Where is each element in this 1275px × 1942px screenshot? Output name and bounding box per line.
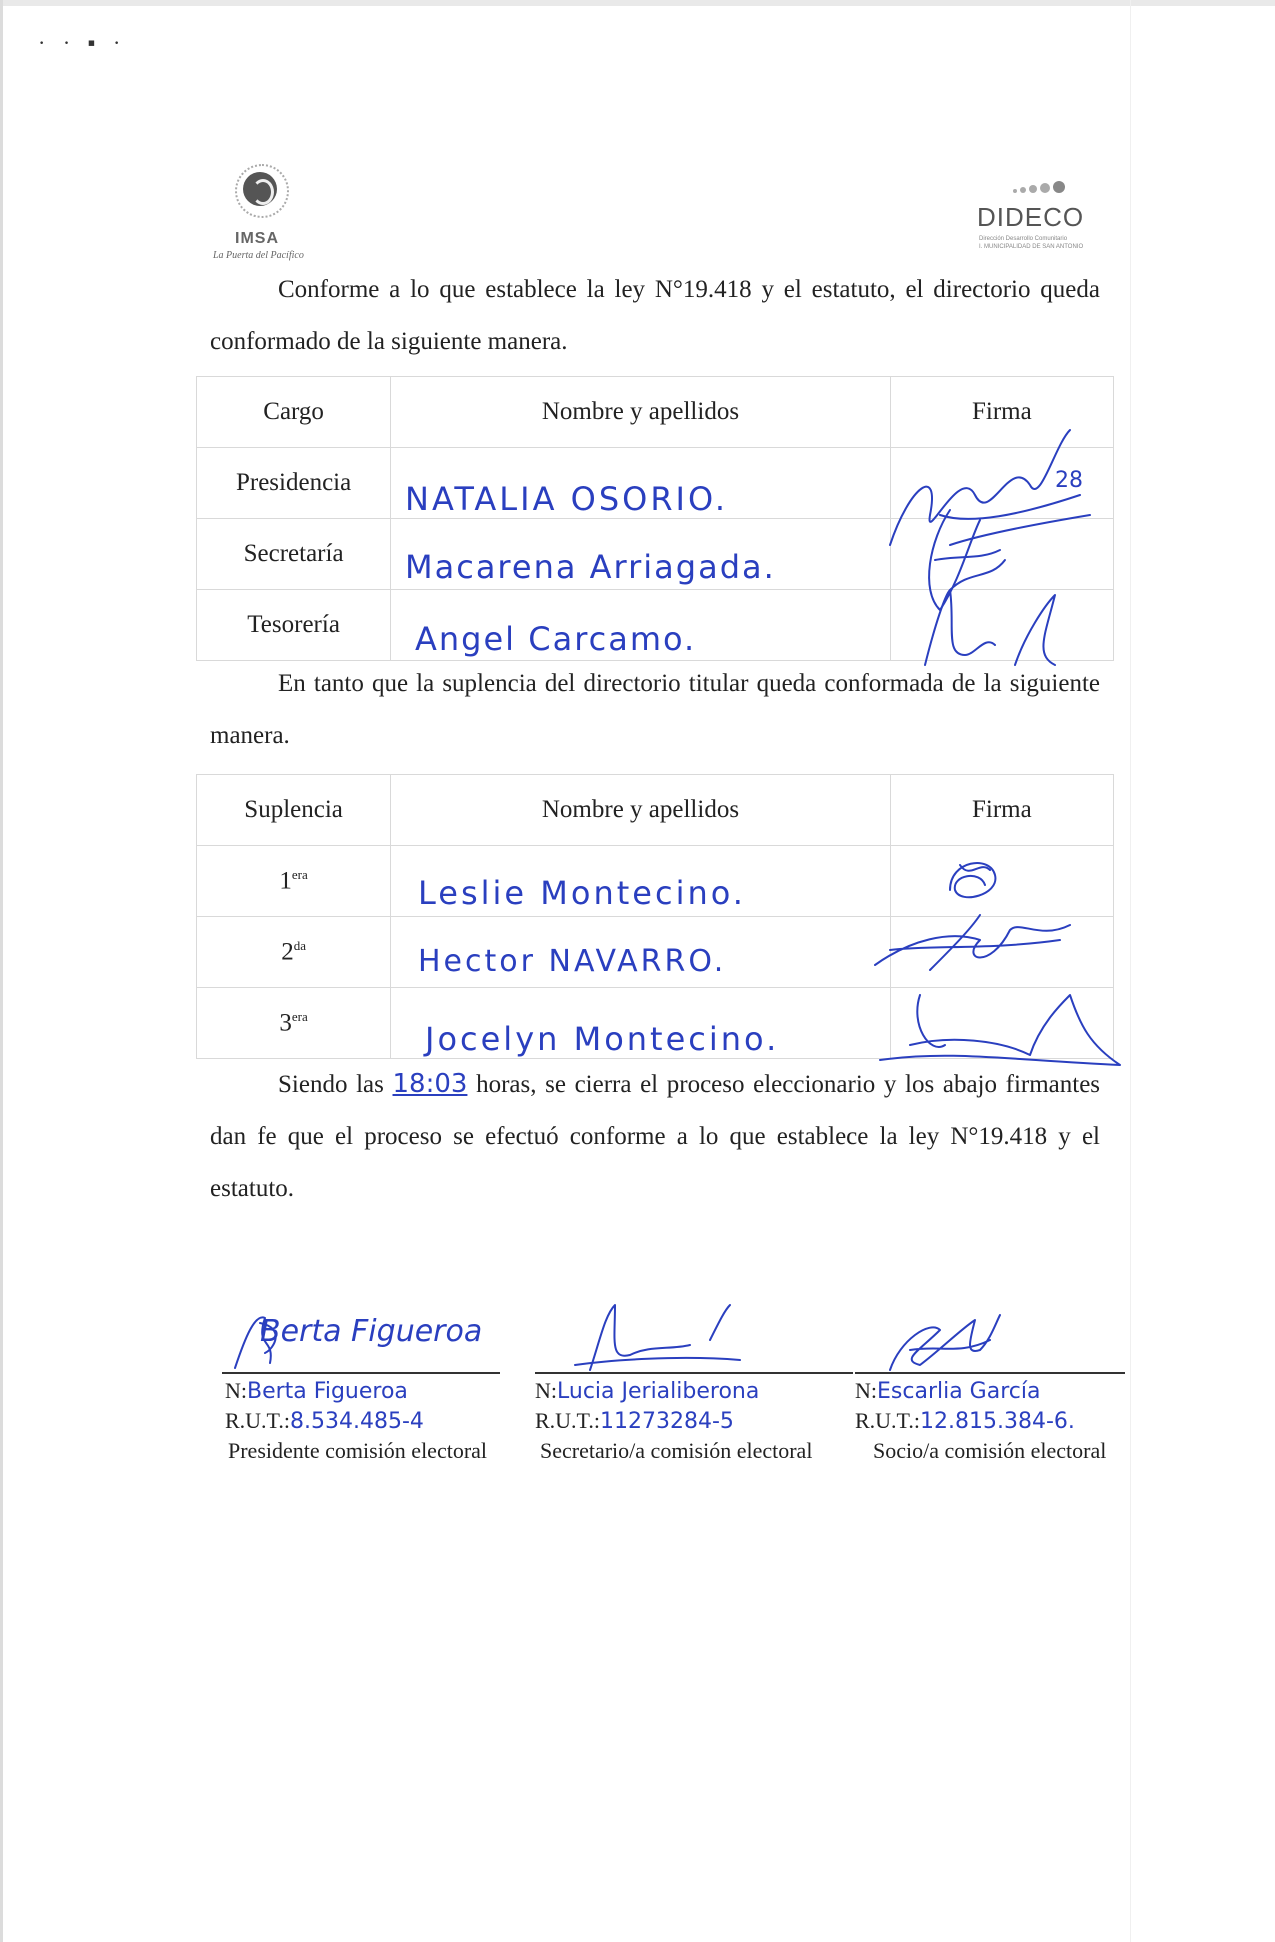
closing-post: horas, se cierra el proceso eleccionario y los abajo firmantes dan fe que el proceso se efectuó conforme a lo que establece la ley N°19.418 y el estatuto.	[210, 1071, 1101, 1202]
table-header-row	[197, 775, 1114, 846]
signer-rut: 8.534.485-4	[289, 1409, 424, 1434]
signature-socio-comision-icon	[880, 1310, 1010, 1380]
signer-role: Secretario/a comisión electoral	[540, 1438, 813, 1463]
scan-edge-top	[0, 0, 1275, 6]
signature-text: Berta Figueroa	[260, 1314, 483, 1349]
signature-line	[855, 1372, 1125, 1374]
signature-suplente-2-icon	[870, 910, 1080, 980]
scan-edge-right	[1130, 0, 1131, 1942]
suplencia-cell: $2^{da}$	[197, 917, 391, 988]
middle-paragraph	[210, 658, 1100, 762]
signer-name: Lucia Jerialiberona	[557, 1379, 760, 1404]
signer-name-row	[855, 1378, 1040, 1404]
signature-suplente-1-icon	[940, 850, 1010, 910]
suplencia-cell: $3^{era}$	[197, 988, 391, 1059]
scan-specks: · · ▪ ·	[38, 30, 127, 55]
signer-name-row	[225, 1378, 408, 1404]
imsa-logo	[205, 160, 315, 265]
dideco-logo-sub1: Dirección Desarrollo Comunitario	[979, 236, 1068, 242]
signature-line	[222, 1372, 500, 1374]
logo-emblem-icon	[243, 172, 277, 206]
header-firma: Firma	[890, 775, 1113, 846]
handwritten-name: NATALIA OSORIO.	[405, 480, 729, 518]
handwritten-name: Leslie Montecino.	[418, 874, 746, 912]
logo-dots-icon	[1013, 180, 1068, 198]
signer-name: Berta Figueroa	[247, 1379, 408, 1404]
signer-rut-label: R.U.T.:	[535, 1408, 600, 1433]
dideco-logo-sub2: I. MUNICIPALIDAD DE SAN ANTONIO	[979, 244, 1084, 250]
middle-text: En tanto que la suplencia del directorio titular queda conformada de la siguiente manera.	[210, 670, 1100, 749]
imsa-logo-tagline: La Puerta del Pacífico	[213, 250, 304, 261]
signer-name-row	[535, 1378, 759, 1404]
signer-role: Socio/a comisión electoral	[873, 1438, 1107, 1463]
header-nombre: Nombre y apellidos	[391, 775, 891, 846]
signer-n-label: N:	[225, 1378, 247, 1403]
header-firma: Firma	[890, 377, 1113, 448]
cargo-cell: Secretaría	[197, 519, 391, 590]
signer-rut-row	[855, 1408, 1075, 1434]
signer-rut-label: R.U.T.:	[855, 1408, 920, 1433]
dideco-logo	[975, 180, 1095, 255]
signature-secretario-comision-icon	[560, 1300, 760, 1380]
signer-role: Presidente comisión electoral	[228, 1438, 488, 1463]
signer-n-label: N:	[855, 1378, 877, 1403]
header-cargo: Cargo	[197, 377, 391, 448]
handwritten-name: Hector NAVARRO.	[418, 944, 727, 979]
handwritten-name: Macarena Arriagada.	[405, 548, 776, 586]
header-suplencia: Suplencia	[197, 775, 391, 846]
scan-edge-left	[0, 0, 3, 1942]
dideco-logo-name: DIDECO	[977, 202, 1085, 232]
imsa-logo-name: IMSA	[235, 230, 279, 247]
handwritten-name: Angel Carcamo.	[415, 620, 697, 658]
signer-rut: 12.815.384-6.	[919, 1409, 1075, 1434]
signer-n-label: N:	[535, 1378, 557, 1403]
suplencia-cell: $1^{era}$	[197, 846, 391, 917]
signer-name: Escarlia García	[877, 1379, 1041, 1404]
signer-rut-label: R.U.T.:	[225, 1408, 290, 1433]
cargo-cell: Presidencia	[197, 448, 391, 519]
signer-rut-row	[535, 1408, 734, 1434]
intro-text: Conforme a lo que establece la ley N°19.418 y el estatuto, el directorio queda conformado de la siguiente manera.	[210, 276, 1100, 355]
signature-note: 28	[1055, 468, 1083, 493]
closing-paragraph	[210, 1058, 1100, 1215]
handwritten-name: Jocelyn Montecino.	[425, 1020, 780, 1058]
signature-line	[535, 1372, 853, 1374]
signer-rut: 11273284-5	[599, 1409, 734, 1434]
closing-pre: Siendo las	[278, 1071, 384, 1098]
closing-time: 18:03	[392, 1069, 468, 1099]
cargo-cell: Tesorería	[197, 590, 391, 661]
header-nombre: Nombre y apellidos	[391, 377, 891, 448]
intro-paragraph	[210, 264, 1100, 368]
signer-rut-row	[225, 1408, 424, 1434]
